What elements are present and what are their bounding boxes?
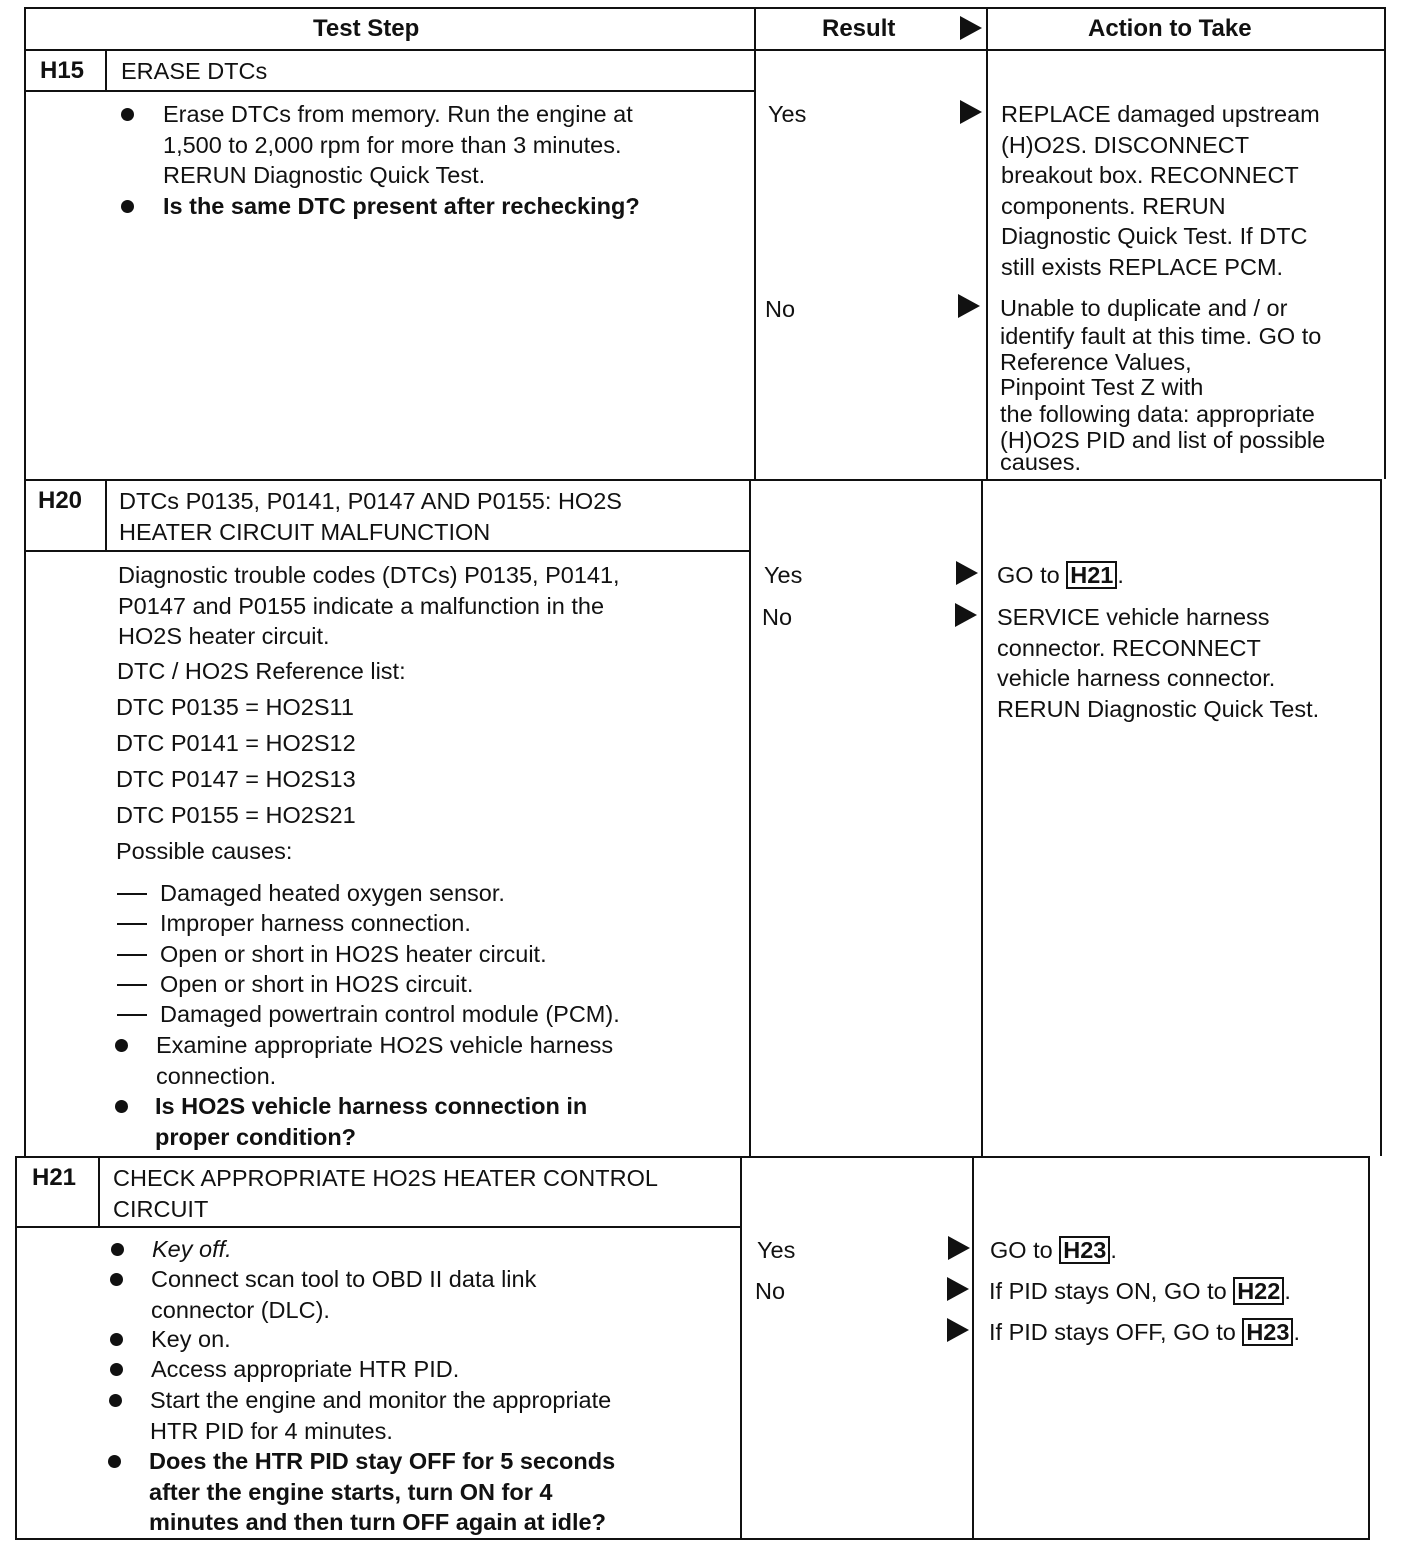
h21-yes-action-prefix: GO to [990, 1237, 1053, 1263]
h15-code-divider [105, 49, 107, 90]
h21-yes-ref-link[interactable]: H23 [1059, 1236, 1110, 1264]
h20-causes-title: Possible causes: [116, 838, 293, 864]
h20-intro-line: P0147 and P0155 indicate a malfunction in the [118, 592, 605, 619]
h20-question [155, 1091, 587, 1152]
h21-step-line: HTR PID for 4 minutes. [150, 1417, 393, 1444]
h21-yes-action [990, 1235, 1117, 1266]
h20-ref-item: DTC P0135 = HO2S11 [116, 694, 354, 720]
h15-no-action-line: (H)O2S PID and list of possible [1000, 427, 1326, 453]
h15-no-action-line: Pinpoint Test Z with [1000, 374, 1204, 400]
h20-intro-line: Diagnostic trouble codes (DTCs) P0135, P0141, [118, 562, 620, 588]
h21-bullet-icon [110, 1333, 123, 1346]
header-test-step: Test Step [313, 15, 420, 42]
h20-no-action-line: RERUN Diagnostic Quick Test. [997, 695, 1320, 722]
h20-title-divider [25, 550, 750, 552]
h21-no-action-1-suffix: . [1284, 1278, 1291, 1304]
h15-bullet-icon-1 [121, 108, 134, 121]
h20-dash-icon [117, 1014, 147, 1016]
h15-yes-action-line: still exists REPLACE PCM. [1001, 253, 1284, 280]
h21-step-line: Key off. [152, 1236, 232, 1262]
h15-yes-action-line: breakout box. RECONNECT [1001, 162, 1299, 188]
header-result: Result [822, 15, 896, 42]
h20-code-divider [105, 479, 107, 550]
h15-step-line: 1,500 to 2,000 rpm for more than 3 minutes. [163, 131, 622, 158]
h20-ref-item: DTC P0141 = HO2S12 [116, 730, 356, 756]
h15-yes-action [1001, 99, 1320, 282]
h15-yes-action-line: Diagnostic Quick Test. If DTC [1001, 223, 1308, 249]
h20-yes-action-suffix: . [1117, 562, 1124, 588]
right-border-3 [1368, 1156, 1370, 1538]
h21-top-border [15, 1156, 1370, 1158]
h21-no-action-2-prefix: If PID stays OFF, GO to [989, 1319, 1236, 1345]
h15-no-action-line: Reference Values, [1000, 349, 1192, 375]
result-col-border-1 [754, 7, 756, 479]
h21-code: H21 [32, 1164, 77, 1191]
h20-cause: Open or short in HO2S heater circuit. [160, 941, 547, 967]
h15-step-line: RERUN Diagnostic Quick Test. [163, 162, 486, 188]
h21-yes-label: Yes [757, 1237, 796, 1263]
action-col-border-1 [986, 7, 988, 479]
h20-step-line: connection. [156, 1062, 277, 1089]
h15-no-arrow-icon [958, 294, 980, 318]
h15-no-action [1000, 294, 1326, 475]
result-col-border-2 [749, 479, 751, 1156]
h21-step-text [151, 1264, 536, 1325]
h20-dash-icon [117, 954, 147, 956]
h21-bullet-icon [108, 1455, 121, 1468]
h21-no-action-2-suffix: . [1293, 1319, 1300, 1345]
h21-step-text [150, 1385, 611, 1446]
h15-yes-action-line: components. RERUN [1001, 192, 1226, 219]
h15-question: Is the same DTC present after rechecking? [163, 193, 640, 219]
h20-question-line: Is HO2S vehicle harness connection in [155, 1093, 588, 1119]
h15-yes-action-line: REPLACE damaged upstream [1001, 101, 1320, 127]
h21-bullet-icon [109, 1394, 122, 1407]
h21-question-line: minutes and then turn OFF again at idle? [149, 1509, 606, 1535]
h21-question-line: Does the HTR PID stay OFF for 5 seconds [149, 1448, 616, 1474]
table-bottom-border [15, 1538, 1370, 1540]
h15-no-action-line: Unable to duplicate and / or [1000, 295, 1288, 321]
h21-title [113, 1163, 658, 1224]
h20-step-text [156, 1030, 613, 1091]
h21-question-line: after the engine starts, turn ON for 4 [149, 1478, 553, 1505]
h21-step-line: Connect scan tool to OBD II data link [151, 1266, 537, 1292]
h20-cause: Improper harness connection. [160, 910, 471, 936]
h20-intro-line: HO2S heater circuit. [118, 623, 330, 649]
h20-cause: Damaged powertrain control module (PCM). [160, 1001, 620, 1027]
h21-no-action-2 [989, 1317, 1300, 1348]
h21-step-line: Access appropriate HTR PID. [151, 1356, 460, 1382]
h15-title-divider [25, 90, 755, 92]
h21-yes-arrow-icon [948, 1236, 970, 1260]
left-border-upper [24, 7, 26, 1156]
h15-no-action-line: identify fault at this time. GO to [1000, 323, 1322, 349]
header-bottom-border [25, 49, 1386, 51]
h21-title-line: CIRCUIT [113, 1195, 209, 1222]
right-border-1 [1384, 7, 1386, 479]
h20-no-action [997, 602, 1319, 724]
h21-code-divider [98, 1156, 100, 1226]
h21-no-ref-link-1[interactable]: H22 [1233, 1277, 1284, 1305]
h21-yes-action-suffix: . [1110, 1237, 1117, 1263]
h20-yes-label: Yes [764, 562, 803, 588]
h20-cause: Damaged heated oxygen sensor. [160, 880, 505, 906]
h21-bullet-icon [110, 1363, 123, 1376]
right-border-2 [1380, 479, 1382, 1156]
h20-question-line: proper condition? [155, 1123, 357, 1150]
h15-no-action-line: the following data: appropriate [1000, 401, 1315, 427]
h15-yes-label: Yes [768, 101, 807, 127]
h21-no-arrow-icon-2 [947, 1318, 969, 1342]
h20-yes-ref-link[interactable]: H21 [1066, 561, 1117, 589]
h20-intro [118, 560, 620, 652]
h20-step-line: Examine appropriate HO2S vehicle harness [156, 1032, 614, 1058]
h21-no-action-1 [989, 1276, 1291, 1307]
h15-yes-arrow-icon [960, 100, 982, 124]
h20-bullet-icon-2 [115, 1100, 128, 1113]
h20-dash-icon [117, 923, 147, 925]
h20-no-arrow-icon [955, 603, 977, 627]
h21-step-line: connector (DLC). [151, 1296, 330, 1323]
h21-question [149, 1446, 615, 1538]
h15-title: ERASE DTCs [121, 58, 268, 84]
action-col-border-3 [972, 1156, 974, 1538]
h21-step-line: Start the engine and monitor the appropriate [150, 1387, 612, 1413]
h21-bullet-icon [110, 1273, 123, 1286]
header-arrow-icon [960, 16, 982, 40]
h15-no-action-line: causes. [1000, 449, 1081, 475]
h20-title-line: DTCs P0135, P0141, P0147 AND P0155: HO2S [119, 488, 622, 514]
table-top-border [25, 7, 1386, 9]
h15-step-text [163, 99, 633, 191]
h21-title-divider [15, 1226, 740, 1228]
h20-ref-item: DTC P0147 = HO2S13 [116, 766, 356, 792]
h21-no-arrow-icon-1 [947, 1277, 969, 1301]
h15-no-label: No [765, 296, 796, 322]
h15-step-line: Erase DTCs from memory. Run the engine at [163, 101, 633, 127]
h20-ref-item: DTC P0155 = HO2S21 [116, 802, 356, 828]
h21-step-line: Key on. [151, 1326, 231, 1352]
h20-dash-icon [117, 893, 147, 895]
h20-top-border [25, 479, 1382, 481]
h20-cause: Open or short in HO2S circuit. [160, 971, 474, 997]
h21-no-ref-link-2[interactable]: H23 [1242, 1318, 1293, 1346]
h20-no-action-line: SERVICE vehicle harness [997, 604, 1270, 630]
h21-title-line: CHECK APPROPRIATE HO2S HEATER CONTROL [113, 1165, 658, 1191]
h20-ref-title: DTC / HO2S Reference list: [117, 658, 406, 684]
h21-no-label: No [755, 1278, 786, 1304]
result-col-border-3 [740, 1156, 742, 1538]
h20-yes-arrow-icon [956, 561, 978, 585]
h15-bullet-icon-2 [121, 200, 134, 213]
action-col-border-2 [981, 479, 983, 1156]
h20-bullet-icon-1 [115, 1039, 128, 1052]
header-action: Action to Take [1088, 15, 1252, 42]
h20-yes-action [997, 560, 1124, 591]
h20-yes-action-prefix: GO to [997, 562, 1060, 588]
h20-no-action-line: vehicle harness connector. [997, 665, 1276, 691]
h15-yes-action-line: (H)O2S. DISCONNECT [1001, 131, 1250, 158]
left-border-lower [15, 1156, 17, 1538]
h15-code: H15 [40, 57, 85, 84]
h20-title-line: HEATER CIRCUIT MALFUNCTION [119, 518, 491, 545]
h20-no-label: No [762, 604, 793, 630]
h21-no-action-1-prefix: If PID stays ON, GO to [989, 1278, 1227, 1304]
h21-bullet-icon [111, 1243, 124, 1256]
h20-dash-icon [117, 984, 147, 986]
h20-title [119, 486, 622, 547]
h20-code: H20 [38, 487, 83, 514]
h20-no-action-line: connector. RECONNECT [997, 634, 1261, 661]
